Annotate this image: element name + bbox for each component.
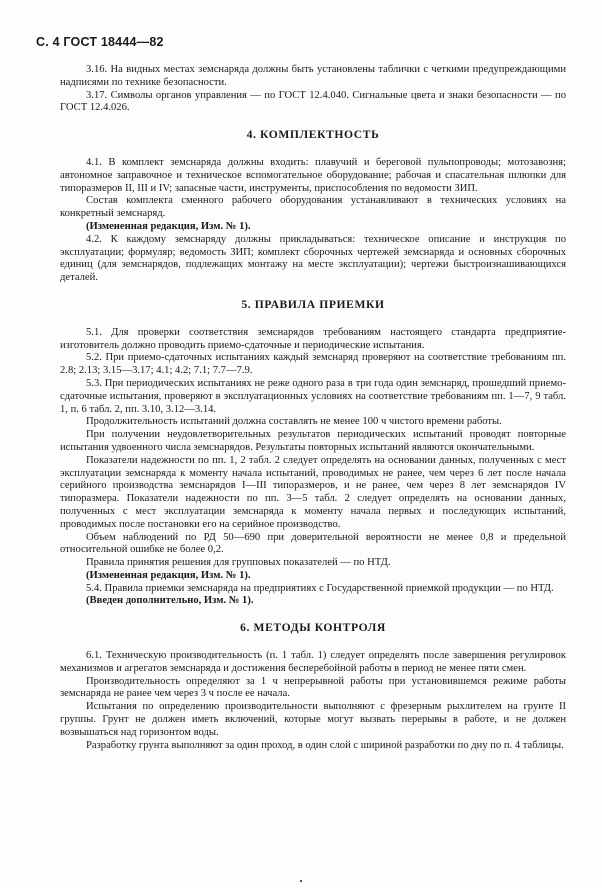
- amendment-note: (Введен дополнительно, Изм. № 1).: [86, 595, 254, 607]
- paragraph-observation-volume: Объем наблюдений по РД 50—690 при доверительной вероятности не менее 0,8 и предельной относительной ошибке не более 0,2.: [60, 531, 566, 556]
- section-heading-5: 5. ПРАВИЛА ПРИЕМКИ: [241, 297, 385, 311]
- paragraph-3-16: 3.16. На видных местах земснаряда должны быть установлены таблички с четкими предупреждающими надписями по технике безопасности.: [60, 64, 566, 88]
- page-header: С. 4 ГОСТ 18444—82: [36, 35, 164, 49]
- paragraph-5-4: 5.4. Правила приемки земснаряда на предприятиях с Государственной приемкой продукции — по НТД.: [86, 582, 554, 594]
- paragraph-4-1: 4.1. В комплект земснаряда должны входить: плавучий и береговой пульпопроводы; мотозавозня; автономное заправочное и техническое вспомогательное оборудование; рабочая и спасательная шлюпки для типоразмеров II, III и IV; запасные части, инструменты, приспособления по ведомости ЗИП.: [60, 156, 566, 194]
- paragraph-5-2: 5.2. При приемо-сдаточных испытаниях каждый земснаряд проверяют на соответствие требованиям пп. 2.8; 2.13; 3.15—3.17; 4.1; 4.2; 7.1; 7.7—7.9.: [60, 352, 566, 377]
- paragraph-4-1-composition: Состав комплекта сменного рабочего оборудования устанавливают в технических условиях на конкретный земснаряд.: [60, 195, 566, 220]
- document-body: [60, 64, 566, 752]
- paragraph-soil-excavation: Разработку грунта выполняют за один проход, в один слой с шириной разработки по дну по п. 4 таблицы.: [86, 739, 564, 751]
- paragraph-5-1: 5.1. Для проверки соответствия земснарядов требованиям настоящего стандарта предприятие-изготовитель должно проводить приемо-сдаточные и периодические испытания.: [60, 326, 566, 351]
- section-heading-6: 6. МЕТОДЫ КОНТРОЛЯ: [240, 621, 386, 635]
- paragraph-retest: При получении неудовлетворительных результатов периодических испытаний проводят повторные испытания удвоенного числа земснарядов. Результаты повторных испытаний являются окончательными.: [60, 429, 566, 453]
- paragraph-test-duration: Продолжительность испытаний должна составлять не менее 100 ч чистого времени работы.: [86, 416, 502, 428]
- paragraph-3-17: 3.17. Символы органов управления — по ГОСТ 12.4.040. Сигнальные цвета и знаки безопасности — по ГОСТ 12.4.026.: [60, 89, 566, 114]
- section-heading-4: 4. КОМПЛЕКТНОСТЬ: [246, 128, 380, 142]
- paragraph-productivity: Производительность определяют за 1 ч непрерывной работы при установившемся режиме работы земснаряда не ранее чем через 3 ч после ее начала.: [60, 675, 566, 700]
- paragraph-productivity-test: Испытания по определению производительности выполняют с фрезерным рыхлителем на грунте II группы. Грунт не должен иметь включений, которые могут вызвать перерывы в работе, и не должен возвышаться над горизонтом воды.: [60, 701, 566, 738]
- amendment-note: (Измененная редакция, Изм. № 1).: [86, 220, 251, 232]
- amendment-note: (Измененная редакция, Изм. № 1).: [86, 569, 251, 581]
- paragraph-4-2: 4.2. К каждому земснаряду должны прикладываться: техническое описание и инструкция по эксплуатации; формуляр; ведомость ЗИП; комплект сборочных чертежей земснаряда и основных сборочных единиц (для земснарядов, подлежащих монтажу на месте эксплуатации); чертежи быстроизнашивающихся деталей.: [60, 233, 566, 284]
- paragraph-5-3: 5.3. При периодических испытаниях не реже одного раза в три года один земснаряд, прошедший приемо-сдаточные испытания, проверяют в эксплуатационных условиях на соответствие требованиям пп. 1—7, 9 табл. 1, п. 6 табл. 2, пп. 3.10, 3.12—3.14.: [60, 377, 566, 415]
- paragraph-6-1: 6.1. Техническую производительность (п. 1 табл. 1) следует определять после завершения регулировок механизмов и агрегатов земснаряда и достижения бесперебойной работы в период не менее пяти смен.: [60, 650, 566, 674]
- page-mark: [300, 880, 302, 882]
- paragraph-decision-rules: Правила принятия решения для групповых показателей — по НТД.: [86, 557, 391, 569]
- paragraph-reliability: Показатели надежности по пп. 1, 2 табл. 2 следует определять на основании данных, полученных с мест эксплуатации земснаряда к моменту начала испытаний, проводимых не ранее, чем через 6 лет после начала серийного производства земснарядов I—III типоразмеров, и не ранее, чем через 8 лет земснарядов IV типоразмера. Показатели надежности по пп. 3—5 табл. 2 следует определять на основании данных, полученных с мест эксплуатации земснаряда к моменту начала первых и последующих испытаний, проводимых после постановки его на серийное производство.: [60, 454, 566, 530]
